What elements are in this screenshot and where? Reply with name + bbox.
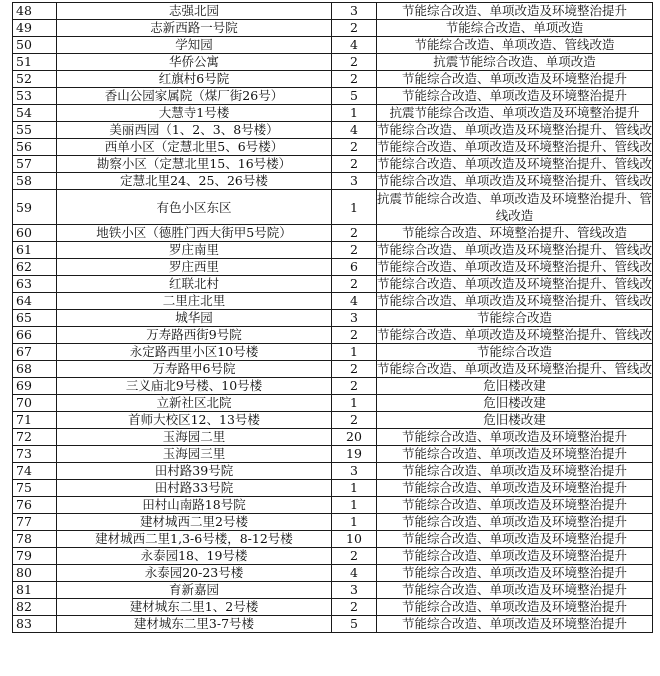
document-page xyxy=(12,2,653,633)
renovation-content: 抗震节能综合改造、单项改造及环境整治提升 xyxy=(377,105,653,122)
building-count: 3 xyxy=(332,582,377,599)
table-row xyxy=(13,71,653,88)
community-name: 建材城西二里1,3-6号楼，8-12号楼 xyxy=(57,531,332,548)
row-number: 65 xyxy=(13,310,57,327)
table-row xyxy=(13,139,653,156)
table-row xyxy=(13,616,653,633)
renovation-content: 节能综合改造、单项改造及环境整治提升 xyxy=(377,616,653,633)
table-row xyxy=(13,37,653,54)
table-row xyxy=(13,378,653,395)
table-row xyxy=(13,565,653,582)
community-name: 万寿路甲6号院 xyxy=(57,361,332,378)
row-number: 59 xyxy=(13,190,57,225)
building-count: 1 xyxy=(332,480,377,497)
renovation-content: 节能综合改造、单项改造及环境整治提升 xyxy=(377,582,653,599)
row-number: 81 xyxy=(13,582,57,599)
community-name: 万寿路西街9号院 xyxy=(57,327,332,344)
building-count: 2 xyxy=(332,327,377,344)
row-number: 56 xyxy=(13,139,57,156)
table-row xyxy=(13,361,653,378)
renovation-table xyxy=(12,2,653,633)
community-name: 田村路33号院 xyxy=(57,480,332,497)
building-count: 6 xyxy=(332,259,377,276)
row-number: 53 xyxy=(13,88,57,105)
renovation-content: 抗震节能综合改造、单项改造 xyxy=(377,54,653,71)
building-count: 3 xyxy=(332,173,377,190)
row-number: 74 xyxy=(13,463,57,480)
building-count: 1 xyxy=(332,514,377,531)
community-name: 城华园 xyxy=(57,310,332,327)
row-number: 55 xyxy=(13,122,57,139)
renovation-content: 节能综合改造、单项改造及环境整治提升 xyxy=(377,599,653,616)
building-count: 2 xyxy=(332,276,377,293)
community-name: 学知园 xyxy=(57,37,332,54)
renovation-content: 节能综合改造 xyxy=(377,310,653,327)
renovation-content: 节能综合改造、单项改造及环境整治提升 xyxy=(377,531,653,548)
table-row xyxy=(13,395,653,412)
table-row xyxy=(13,480,653,497)
table-row xyxy=(13,582,653,599)
community-name: 大慧寺1号楼 xyxy=(57,105,332,122)
community-name: 罗庄南里 xyxy=(57,242,332,259)
community-name: 西单小区（定慧北里5、6号楼） xyxy=(57,139,332,156)
community-name: 红旗村6号院 xyxy=(57,71,332,88)
table-row xyxy=(13,225,653,242)
row-number: 48 xyxy=(13,3,57,20)
renovation-content: 节能综合改造、单项改造、管线改造 xyxy=(377,37,653,54)
row-number: 63 xyxy=(13,276,57,293)
row-number: 57 xyxy=(13,156,57,173)
table-body xyxy=(13,3,653,633)
community-name: 华侨公寓 xyxy=(57,54,332,71)
table-row xyxy=(13,497,653,514)
renovation-content: 节能综合改造、单项改造及环境整治提升 xyxy=(377,429,653,446)
building-count: 2 xyxy=(332,156,377,173)
building-count: 2 xyxy=(332,242,377,259)
renovation-content: 节能综合改造、单项改造及环境整治提升 xyxy=(377,463,653,480)
community-name: 勘察小区（定慧北里15、16号楼） xyxy=(57,156,332,173)
community-name: 地铁小区（德胜门西大街甲5号院） xyxy=(57,225,332,242)
row-number: 78 xyxy=(13,531,57,548)
table-row xyxy=(13,276,653,293)
table-row xyxy=(13,105,653,122)
renovation-content: 危旧楼改建 xyxy=(377,395,653,412)
community-name: 玉海园二里 xyxy=(57,429,332,446)
row-number: 79 xyxy=(13,548,57,565)
renovation-content: 节能综合改造、单项改造及环境整治提升、管线改 xyxy=(377,156,653,171)
row-number: 64 xyxy=(13,293,57,310)
community-name: 建材城东二里3-7号楼 xyxy=(57,616,332,633)
row-number: 66 xyxy=(13,327,57,344)
renovation-content: 节能综合改造、单项改造及环境整治提升 xyxy=(377,565,653,582)
renovation-content: 节能综合改造、单项改造及环境整治提升、管线改 xyxy=(377,276,653,291)
building-count: 4 xyxy=(332,122,377,139)
table-row xyxy=(13,20,653,37)
building-count: 2 xyxy=(332,71,377,88)
table-row xyxy=(13,156,653,173)
renovation-content: 节能综合改造、单项改造及环境整治提升、管线改 xyxy=(377,293,653,308)
building-count: 2 xyxy=(332,378,377,395)
building-count: 1 xyxy=(332,497,377,514)
renovation-content: 危旧楼改建 xyxy=(377,412,653,429)
table-row xyxy=(13,173,653,190)
community-name: 育新嘉园 xyxy=(57,582,332,599)
row-number: 68 xyxy=(13,361,57,378)
community-name: 香山公园家属院（煤厂街26号） xyxy=(57,88,332,105)
row-number: 54 xyxy=(13,105,57,122)
community-name: 永定路西里小区10号楼 xyxy=(57,344,332,361)
building-count: 2 xyxy=(332,599,377,616)
renovation-content: 节能综合改造、环境整治提升、管线改造 xyxy=(377,225,653,242)
table-row xyxy=(13,242,653,259)
row-number: 76 xyxy=(13,497,57,514)
renovation-content: 节能综合改造、单项改造及环境整治提升 xyxy=(377,548,653,565)
building-count: 2 xyxy=(332,139,377,156)
community-name: 玉海园三里 xyxy=(57,446,332,463)
renovation-content: 节能综合改造、单项改造及环境整治提升 xyxy=(377,71,653,88)
row-number: 73 xyxy=(13,446,57,463)
renovation-content: 抗震节能综合改造、单项改造及环境整治提升、管线改造 xyxy=(377,191,653,223)
row-number: 75 xyxy=(13,480,57,497)
community-name: 美丽西园（1、2、3、8号楼） xyxy=(57,122,332,139)
table-row xyxy=(13,327,653,344)
community-name: 建材城东二里1、2号楼 xyxy=(57,599,332,616)
table-row xyxy=(13,54,653,71)
building-count: 1 xyxy=(332,395,377,412)
row-number: 80 xyxy=(13,565,57,582)
row-number: 49 xyxy=(13,20,57,37)
community-name: 永泰园18、19号楼 xyxy=(57,548,332,565)
building-count: 3 xyxy=(332,3,377,20)
table-row xyxy=(13,531,653,548)
renovation-content: 节能综合改造、单项改造及环境整治提升 xyxy=(377,88,653,105)
building-count: 2 xyxy=(332,54,377,71)
row-number: 67 xyxy=(13,344,57,361)
building-count: 1 xyxy=(332,190,377,225)
renovation-content: 节能综合改造、单项改造及环境整治提升、管线改 xyxy=(377,361,653,376)
building-count: 2 xyxy=(332,361,377,378)
building-count: 3 xyxy=(332,463,377,480)
renovation-content: 危旧楼改建 xyxy=(377,378,653,395)
table-row xyxy=(13,463,653,480)
table-row xyxy=(13,514,653,531)
table-row xyxy=(13,599,653,616)
row-number: 50 xyxy=(13,37,57,54)
table-row xyxy=(13,88,653,105)
row-number: 61 xyxy=(13,242,57,259)
community-name: 红联北村 xyxy=(57,276,332,293)
community-name: 永泰园20-23号楼 xyxy=(57,565,332,582)
renovation-content: 节能综合改造、单项改造及环境整治提升 xyxy=(377,497,653,514)
community-name: 二里庄北里 xyxy=(57,293,332,310)
renovation-content: 节能综合改造、单项改造及环境整治提升、管线改 xyxy=(377,122,653,137)
table-row xyxy=(13,429,653,446)
row-number: 71 xyxy=(13,412,57,429)
building-count: 4 xyxy=(332,37,377,54)
building-count: 1 xyxy=(332,105,377,122)
table-row xyxy=(13,548,653,565)
building-count: 3 xyxy=(332,310,377,327)
building-count: 1 xyxy=(332,344,377,361)
row-number: 72 xyxy=(13,429,57,446)
community-name: 立新社区北院 xyxy=(57,395,332,412)
renovation-content: 节能综合改造、单项改造及环境整治提升、管线改 xyxy=(377,327,653,342)
table-row xyxy=(13,190,653,225)
community-name: 田村路39号院 xyxy=(57,463,332,480)
row-number: 83 xyxy=(13,616,57,633)
renovation-content: 节能综合改造、单项改造及环境整治提升 xyxy=(377,514,653,531)
table-row xyxy=(13,344,653,361)
building-count: 4 xyxy=(332,565,377,582)
table-row xyxy=(13,3,653,20)
community-name: 首师大校区12、13号楼 xyxy=(57,412,332,429)
table-row xyxy=(13,412,653,429)
table-row xyxy=(13,259,653,276)
row-number: 77 xyxy=(13,514,57,531)
renovation-content: 节能综合改造、单项改造及环境整治提升、管线改 xyxy=(377,173,653,188)
renovation-content: 节能综合改造、单项改造及环境整治提升、管线改 xyxy=(377,139,653,154)
row-number: 58 xyxy=(13,173,57,190)
building-count: 2 xyxy=(332,20,377,37)
community-name: 定慧北里24、25、26号楼 xyxy=(57,173,332,190)
renovation-content: 节能综合改造、单项改造及环境整治提升、管线改 xyxy=(377,242,653,257)
community-name: 有色小区东区 xyxy=(57,190,332,225)
building-count: 5 xyxy=(332,88,377,105)
building-count: 20 xyxy=(332,429,377,446)
community-name: 建材城西二里2号楼 xyxy=(57,514,332,531)
building-count: 4 xyxy=(332,293,377,310)
row-number: 62 xyxy=(13,259,57,276)
community-name: 罗庄西里 xyxy=(57,259,332,276)
renovation-content: 节能综合改造、单项改造及环境整治提升 xyxy=(377,3,653,20)
row-number: 52 xyxy=(13,71,57,88)
community-name: 志强北园 xyxy=(57,3,332,20)
renovation-content: 节能综合改造、单项改造及环境整治提升、管线改 xyxy=(377,259,653,274)
building-count: 2 xyxy=(332,548,377,565)
building-count: 2 xyxy=(332,225,377,242)
row-number: 60 xyxy=(13,225,57,242)
building-count: 10 xyxy=(332,531,377,548)
row-number: 51 xyxy=(13,54,57,71)
table-row xyxy=(13,122,653,139)
table-row xyxy=(13,446,653,463)
building-count: 5 xyxy=(332,616,377,633)
renovation-content: 节能综合改造 xyxy=(377,344,653,361)
community-name: 三义庙北9号楼、10号楼 xyxy=(57,378,332,395)
row-number: 82 xyxy=(13,599,57,616)
row-number: 70 xyxy=(13,395,57,412)
table-row xyxy=(13,293,653,310)
building-count: 2 xyxy=(332,412,377,429)
community-name: 田村山南路18号院 xyxy=(57,497,332,514)
row-number: 69 xyxy=(13,378,57,395)
building-count: 19 xyxy=(332,446,377,463)
renovation-content: 节能综合改造、单项改造 xyxy=(377,20,653,37)
renovation-content: 节能综合改造、单项改造及环境整治提升 xyxy=(377,480,653,497)
table-row xyxy=(13,310,653,327)
renovation-content: 节能综合改造、单项改造及环境整治提升 xyxy=(377,446,653,463)
community-name: 志新西路一号院 xyxy=(57,20,332,37)
